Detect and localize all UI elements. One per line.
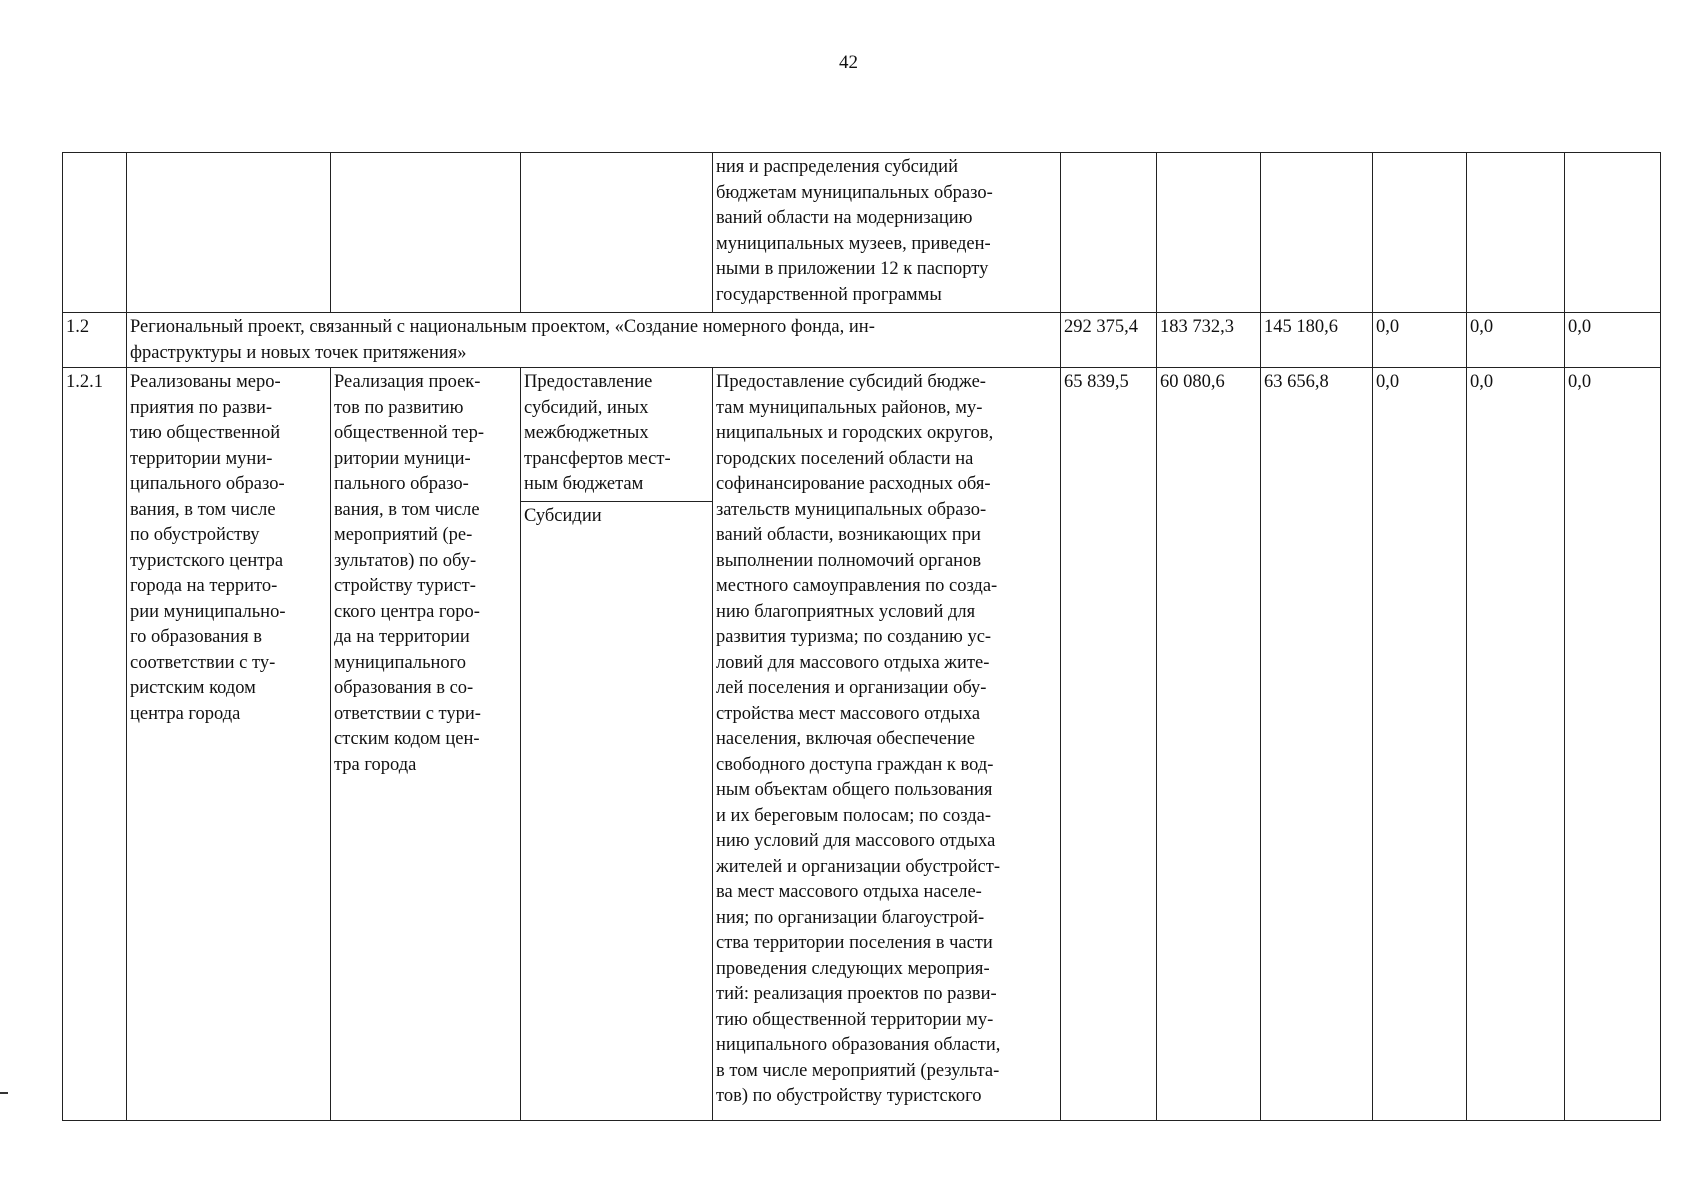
page-number: 42 — [839, 52, 858, 73]
result-line: го образования в — [130, 627, 262, 647]
item-value: 0,0 — [1565, 368, 1661, 1121]
description-line: ваний области на модернизацию — [716, 208, 973, 228]
item-type — [521, 368, 713, 1121]
description-line: ния; по организации благоустрой- — [716, 907, 985, 928]
description-line: ным объектам общего пользования — [716, 780, 993, 800]
result-line: туристского центра — [130, 550, 284, 571]
project-row — [63, 313, 1661, 368]
result-line: по обустройству — [130, 525, 260, 545]
cell-value — [1467, 153, 1565, 313]
item-value: 0,0 — [1467, 368, 1565, 1121]
description-line: тию общественной территории му- — [716, 1009, 994, 1030]
result-line: рии муниципально- — [130, 601, 286, 622]
description-line: городских поселений области на — [716, 448, 974, 469]
cell-value — [1157, 153, 1261, 313]
project-title — [127, 313, 1061, 368]
type-line: субсидий, иных — [524, 397, 649, 418]
description-line: зательств муниципальных образо- — [716, 499, 987, 520]
scan-edge-mark — [0, 1092, 8, 1094]
activity-line: стройству турист- — [334, 576, 476, 596]
description-line: ниципальных и городских округов, — [716, 423, 994, 443]
type-line: Предоставление — [524, 372, 653, 392]
program-table — [62, 152, 1661, 1121]
description-line: развития туризма; по созданию ус- — [716, 627, 992, 647]
result-line: центра города — [130, 703, 241, 724]
continuation-row — [63, 153, 1661, 313]
project-value: 0,0 — [1467, 313, 1565, 368]
description-line: населения, включая обеспечение — [716, 729, 975, 749]
project-number: 1.2 — [63, 313, 127, 368]
item-row — [63, 368, 1661, 1121]
activity-line: ского центра горо- — [334, 601, 480, 622]
description-line: нию условий для массового отдыха — [716, 831, 996, 851]
type-subtype — [521, 502, 712, 530]
result-line: соответствии с ту- — [130, 652, 276, 673]
description-line: бюджетам муниципальных образо- — [716, 182, 993, 203]
description-line: тов) по обустройству туристского — [716, 1086, 982, 1106]
activity-line: ответствии с тури- — [334, 703, 481, 724]
description-line: лей поселения и организации обу- — [716, 678, 987, 698]
description-line: свободного доступа граждан к вод- — [716, 754, 994, 775]
description-line: в том числе мероприятий (результа- — [716, 1060, 1000, 1081]
result-line: ристским кодом — [130, 678, 256, 698]
item-value: 65 839,5 — [1061, 368, 1157, 1121]
description-line: ния и распределения субсидий — [716, 157, 958, 177]
project-value: 292 375,4 — [1061, 313, 1157, 368]
description-line: софинансирование расходных обя- — [716, 474, 991, 494]
result-line: города на террито- — [130, 576, 278, 596]
description-line: там муниципальных районов, му- — [716, 397, 983, 418]
description-line: тий: реализация проектов по разви- — [716, 984, 997, 1004]
description-line: ными в приложении 12 к паспорту — [716, 259, 989, 279]
activity-line: вания, в том числе — [334, 499, 480, 520]
activity-line: Реализация проек- — [334, 372, 481, 392]
description-line: местного самоуправления по созда- — [716, 576, 998, 596]
type-main — [521, 368, 712, 502]
activity-line: стским кодом цен- — [334, 729, 480, 749]
description-line: государственной программы — [716, 284, 942, 305]
item-result — [127, 368, 331, 1121]
result-line: тию общественной — [130, 423, 281, 443]
cell-number — [63, 153, 127, 313]
cell-value — [1061, 153, 1157, 313]
result-line: вания, в том числе — [130, 499, 276, 520]
project-value: 0,0 — [1373, 313, 1467, 368]
activity-line: тов по развитию — [334, 397, 464, 418]
description-line: выполнении полномочий органов — [716, 550, 982, 571]
activity-line: ритории муници- — [334, 448, 471, 469]
description-line: и их береговым полосам; по созда- — [716, 805, 991, 826]
activity-line: общественной тер- — [334, 423, 484, 443]
project-title-line: Региональный проект, связанный с национальным проектом, «Создание номерного фонда, ин- — [130, 317, 875, 337]
description-line: ва мест массового отдыха населе- — [716, 882, 982, 902]
subtype-label: Субсидии — [524, 505, 602, 526]
cell-activity — [331, 153, 521, 313]
activity-line: тра города — [334, 754, 417, 775]
item-value: 60 080,6 — [1157, 368, 1261, 1121]
item-value: 63 656,8 — [1261, 368, 1373, 1121]
description-line: ловий для массового отдыха жите- — [716, 652, 990, 673]
cell-type — [521, 153, 713, 313]
description-line: проведения следующих мероприя- — [716, 958, 990, 979]
description-line: нию благоприятных условий для — [716, 601, 976, 622]
description-line: Предоставление субсидий бюдже- — [716, 372, 986, 392]
description-line: ниципального образования области, — [716, 1035, 1001, 1055]
activity-line: зультатов) по обу- — [334, 550, 477, 571]
result-line: Реализованы меро- — [130, 372, 281, 392]
cell-result — [127, 153, 331, 313]
result-line: территории муни- — [130, 448, 273, 469]
result-line: ципального образо- — [130, 474, 285, 494]
cell-value — [1261, 153, 1373, 313]
cell-value — [1373, 153, 1467, 313]
project-value: 145 180,6 — [1261, 313, 1373, 368]
type-line: ным бюджетам — [524, 474, 644, 494]
project-value: 0,0 — [1565, 313, 1661, 368]
description-line: стройства мест массового отдыха — [716, 703, 981, 724]
type-line: межбюджетных — [524, 423, 649, 443]
description-line: ства территории поселения в части — [716, 933, 993, 953]
type-line: трансфертов мест- — [524, 448, 671, 469]
activity-line: образования в со- — [334, 678, 474, 698]
activity-line: мероприятий (ре- — [334, 525, 473, 545]
cell-value — [1565, 153, 1661, 313]
item-value: 0,0 — [1373, 368, 1467, 1121]
description-line: жителей и организации обустройст- — [716, 856, 1001, 877]
activity-line: да на территории — [334, 627, 470, 647]
item-number: 1.2.1 — [63, 368, 127, 1121]
item-activity — [331, 368, 521, 1121]
item-description — [713, 368, 1061, 1121]
description-line: муниципальных музеев, приведен- — [716, 233, 991, 254]
result-line: приятия по разви- — [130, 397, 273, 418]
description-line: ваний области, возникающих при — [716, 525, 981, 545]
cell-description — [713, 153, 1061, 313]
project-value: 183 732,3 — [1157, 313, 1261, 368]
activity-line: муниципального — [334, 652, 467, 673]
activity-line: пального образо- — [334, 474, 469, 494]
project-title-line: фраструктуры и новых точек притяжения» — [130, 342, 467, 363]
